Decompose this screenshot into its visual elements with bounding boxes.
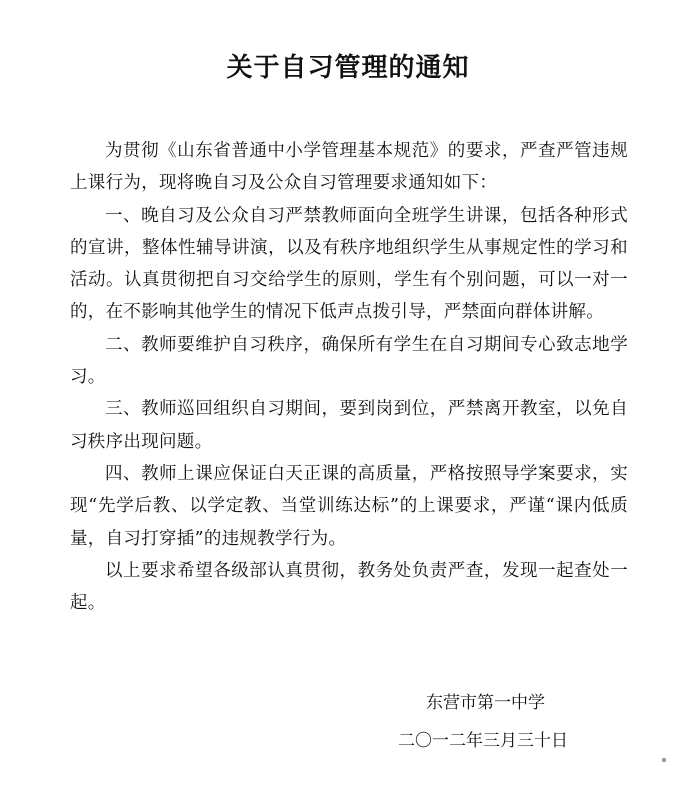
signature-organization: 东营市第一中学 xyxy=(426,693,545,713)
rule-paragraph-1: 一、晚自习及公众自习严禁教师面向全班学生讲课，包括各种形式的宣讲，整体性辅导讲演，以及有秩序地组织学生从事规定性的学习和活动。认真贯彻把自习交给学生的原则，学生有个别问题，可以一对一的，在不影响其他学生的情况下低声点拨引导，严禁面向群体讲解。 xyxy=(70,205,628,323)
rule-paragraph-4: 四、教师上课应保证白天正课的高质量，严格按照导学案要求，实现“先学后教、以学定教、当堂训练达标”的上课要求，严谨“课内低质量，自习打穿插”的违规教学行为。 xyxy=(70,463,628,549)
document-title: 关于自习管理的通知 xyxy=(226,53,470,83)
rule-paragraph-3: 三、教师巡回组织自习期间，要到岗到位，严禁离开教室，以免自习秩序出现问题。 xyxy=(70,399,628,452)
document-body xyxy=(70,135,628,619)
signature-date: 二〇一二年三月三十日 xyxy=(398,731,568,751)
signature-block xyxy=(398,684,618,760)
scan-speck xyxy=(662,758,666,762)
intro-paragraph: 为贯彻《山东省普通中小学管理基本规范》的要求，严查严管违规上课行为，现将晚自习及公众自习管理要求通知如下： xyxy=(70,141,628,194)
rule-paragraph-2: 二、教师要维护自习秩序，确保所有学生在自习期间专心致志地学习。 xyxy=(70,334,628,388)
closing-paragraph: 以上要求希望各级部认真贯彻，教务处负责严查，发现一起查处一起。 xyxy=(70,560,628,614)
